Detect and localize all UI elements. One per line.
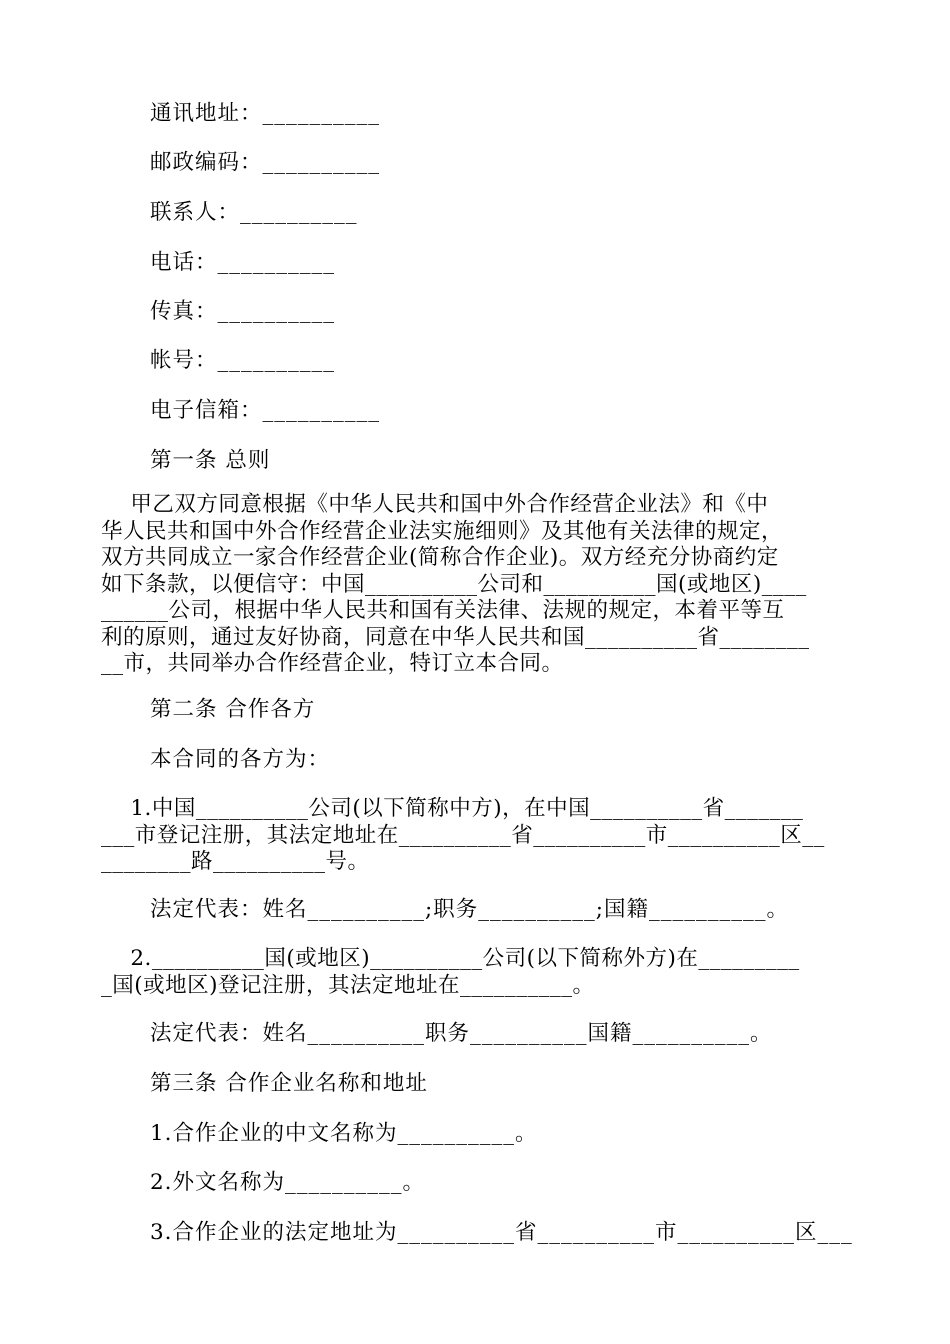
- field-phone: 电话：__________: [150, 250, 336, 275]
- article1-line: 华人民共和国中外合作经营企业法实施细则》及其他有关法律的规定，: [101, 518, 784, 544]
- article2-item2-line: 2.__________国(或地区)__________公司(以下简称外方)在_________: [101, 946, 800, 971]
- field-address: 通讯地址：__________: [150, 101, 381, 126]
- article3-item-foreign-name: 2.外文名称为__________。: [150, 1170, 426, 1195]
- article1-line: ______公司，根据中华人民共和国有关法律、法规的规定，本着平等互: [101, 598, 785, 623]
- field-fax: 传真：__________: [150, 299, 336, 324]
- article2-item2: [101, 946, 855, 999]
- article3-item-address: 3.合作企业的法定地址为__________省__________市__________区___: [150, 1220, 853, 1245]
- article1-line: 甲乙双方同意根据《中华人民共和国中外合作经营企业法》和《中: [101, 492, 769, 517]
- article2-item1-line: ___市登记注册，其法定地址在__________省__________市__________区__: [101, 822, 825, 848]
- field-account: 帐号：__________: [150, 348, 336, 373]
- article3-item-chinese-name: 1.合作企业的中文名称为__________。: [150, 1121, 538, 1146]
- article2-item1-line: 1.中国__________公司(以下简称中方)，在中国__________省_______: [101, 796, 804, 821]
- field-contact-person: 联系人：__________: [150, 200, 358, 225]
- article1-paragraph: [101, 492, 855, 678]
- article1-heading: 第一条 总则: [150, 448, 271, 473]
- article1-line: 如下条款，以便信守：中国__________公司和__________国(或地区)____: [101, 571, 807, 597]
- article2-intro: 本合同的各方为：: [150, 747, 331, 772]
- article2-item1-representative: 法定代表：姓名__________;职务__________;国籍__________。: [150, 897, 789, 922]
- article2-item1-line: ________路__________号。: [101, 849, 370, 874]
- article2-item1: [101, 796, 855, 876]
- article1-line: 利的原则，通过友好协商，同意在中华人民共和国__________省________: [101, 624, 810, 650]
- article2-item2-line: _国(或地区)登记注册，其法定地址在__________。: [101, 972, 595, 998]
- field-postcode: 邮政编码：__________: [150, 150, 381, 175]
- article1-line: 双方共同成立一家合作经营企业(简称合作企业)。双方经充分协商约定: [101, 545, 779, 570]
- article3-heading: 第三条 合作企业名称和地址: [150, 1071, 428, 1096]
- article2-heading: 第二条 合作各方: [150, 697, 316, 722]
- article2-item2-representative: 法定代表：姓名__________职务__________国籍__________。: [150, 1021, 773, 1046]
- article1-line: __市，共同举办合作经营企业，特订立本合同。: [101, 651, 564, 676]
- field-email: 电子信箱：__________: [150, 398, 381, 423]
